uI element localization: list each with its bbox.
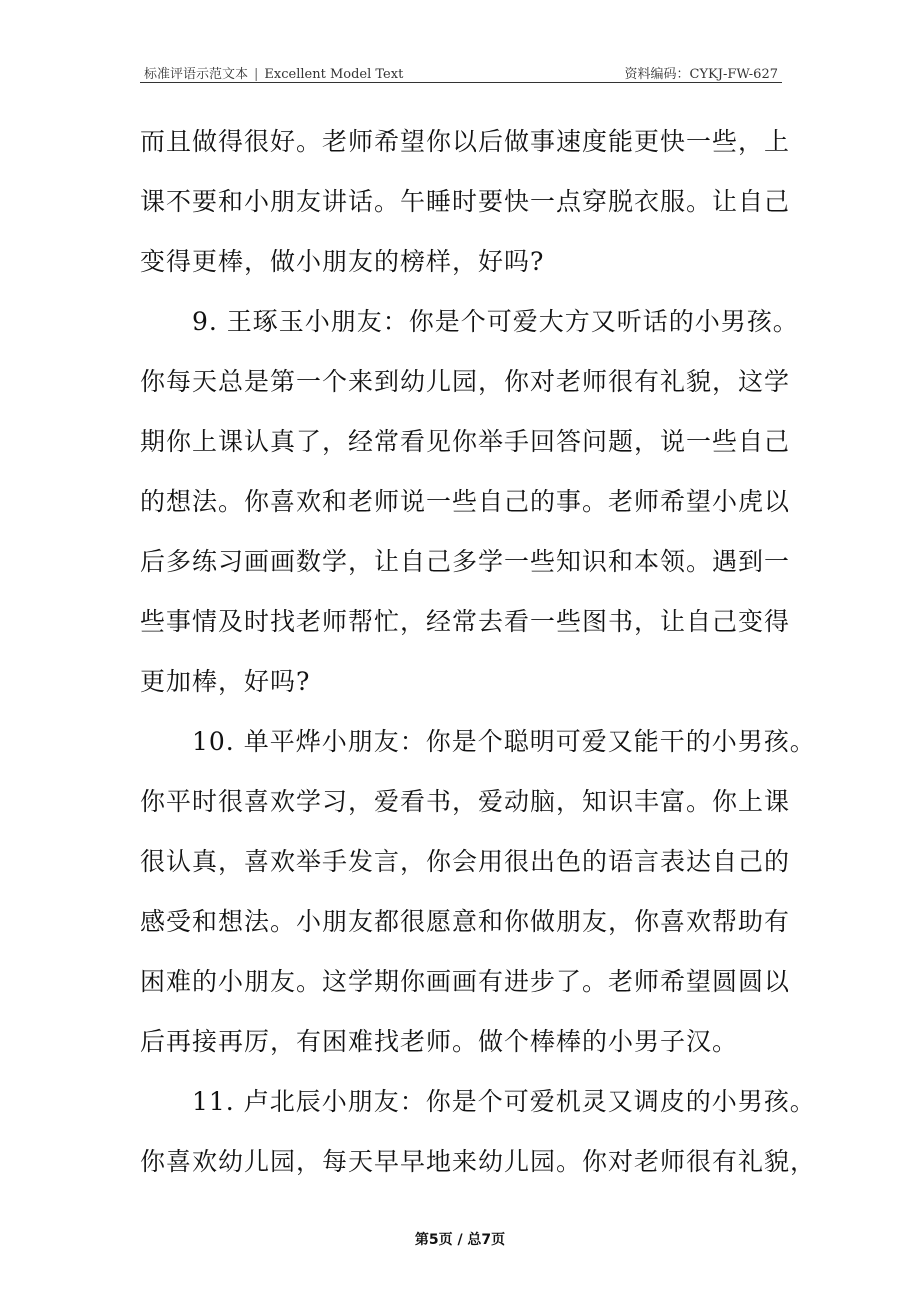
body-line: 些事情及时找老师帮忙，经常去看一些图书，让自己变得 xyxy=(140,607,791,636)
body-line: 而且做得很好。老师希望你以后做事速度能更快一些，上 xyxy=(140,127,791,156)
body-line: 你每天总是第一个来到幼儿园，你对老师很有礼貌，这学 xyxy=(140,367,791,396)
header-title-cn: 标准评语示范文本 xyxy=(144,67,249,82)
body-line: 11. 卢北辰小朋友：你是个可爱机灵又调皮的小男孩。 xyxy=(140,1087,816,1116)
header-title xyxy=(144,63,403,82)
body-line: 困难的小朋友。这学期你画画有进步了。老师希望圆圆以 xyxy=(140,967,791,996)
header-title-en: Excellent Model Text xyxy=(264,67,404,82)
body-line: 期你上课认真了，经常看见你举手回答问题，说一些自己 xyxy=(140,427,791,456)
body-line: 后再接再厉，有困难找老师。做个棒棒的小男子汉。 xyxy=(140,1027,739,1056)
body-line: 变得更棒，做小朋友的榜样，好吗? xyxy=(140,247,545,276)
body-line: 后多练习画画数学，让自己多学一些知识和本领。遇到一 xyxy=(140,547,791,576)
body-line: 课不要和小朋友讲话。午睡时要快一点穿脱衣服。让自己 xyxy=(140,187,791,216)
body-line: 9. 王琢玉小朋友：你是个可爱大方又听话的小男孩。 xyxy=(140,307,799,336)
document-code: 资料编码：CYKJ-FW-627 xyxy=(624,67,778,82)
body-line: 你平时很喜欢学习，爱看书，爱动脑，知识丰富。你上课 xyxy=(140,787,791,816)
document-body xyxy=(140,116,817,1196)
header-separator: | xyxy=(254,67,259,82)
body-line: 感受和想法。小朋友都很愿意和你做朋友，你喜欢帮助有 xyxy=(140,907,791,936)
body-line: 很认真，喜欢举手发言，你会用很出色的语言表达自己的 xyxy=(140,847,791,876)
body-line: 你喜欢幼儿园，每天早早地来幼儿园。你对老师很有礼貌， xyxy=(140,1147,817,1176)
page-header xyxy=(140,60,782,83)
body-line: 的想法。你喜欢和老师说一些自己的事。老师希望小虎以 xyxy=(140,487,791,516)
page-number: 第5页 / 总7页 xyxy=(414,1232,506,1248)
body-line: 10. 单平烨小朋友：你是个聪明可爱又能干的小男孩。 xyxy=(140,727,816,756)
body-line: 更加棒，好吗? xyxy=(140,667,311,696)
